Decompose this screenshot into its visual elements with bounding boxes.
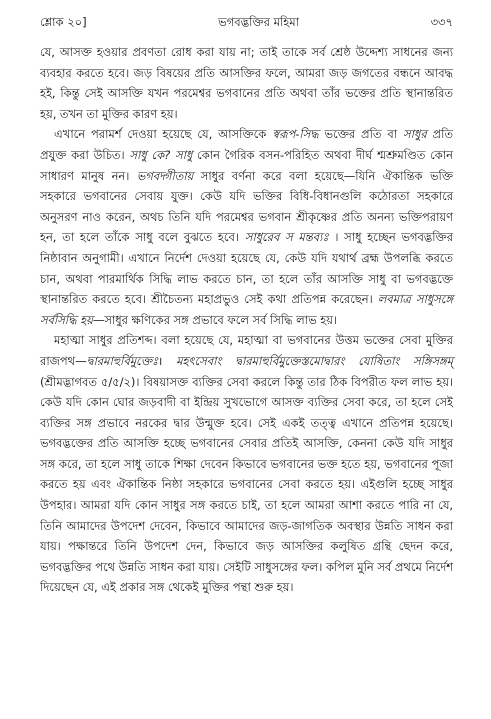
text-run: । সাধু হচ্ছেন ভগবদ্ভক্তির নিষ্ঠাবান অনুগামী। এখানে নির্দেশ দেওয়া হয়েছে যে, কেউ যদি যথার্থ ব্রহ্ম উপলব্ধি করতে চান, অথবা পারমার্থিক সিদ্ধি লাভ করতে চান, তা হলে তাঁর আসক্তি সাধু বা ভগবদ্ভক্তে স্থানান্তরিত করতে হবে। শ্রীচৈতন্য মহাপ্রভুও সেই কথা প্রতিপন্ন করেছেন। xyxy=(40,230,454,307)
text-run: সাধুর বর্ণনা করে বলা হয়েছে—যিনি ঐকান্তিক ভক্তি সহকারে ভগবানের সেবায় যুক্ত। কেউ যদি ভক্তির বিধি-বিধানগুলি কঠোরতা সহকারে অনুসরণ নাও করেন, অথচ তিনি যদি পরমেশ্বর ভগবান শ্রীকৃষ্ণের প্রতি অনন্য ভক্তিপরায়ণ হন, তা হলে তাঁকে সাধু বলে বুঝতে হবে। xyxy=(40,168,454,245)
text-run: । xyxy=(158,353,177,368)
text-run: যে, আসক্ত হওয়ার প্রবণতা রোধ করা যায় না; তাই তাকে সর্ব শ্রেষ্ঠ উদ্দেশ্য সাধনের জন্য ব্যবহার করতে হবে। জড় বিষয়ের প্রতি আসক্তির ফলে, আমরা জড় জগতের বন্ধনে আবদ্ধ হই, কিন্তু সেই আসক্তি যখন পরমেশ্বর ভগবানের প্রতি অথবা তাঁর ভক্তের প্রতি স্থানান্তরিত হয়, তখন তা মুক্তির কারণ হয়। xyxy=(40,45,453,121)
text-run: —সাধুর ক্ষণিকের সঙ্গ প্রভাবে ফলে সর্ব সিদ্ধি লাভ হয়। xyxy=(92,312,337,327)
page-number: ৩৩৭ xyxy=(430,15,453,29)
paragraph xyxy=(40,124,453,330)
emphasized-text: সাধু xyxy=(174,147,193,162)
emphasized-text: দ্বারমাহুর্বিমুক্তেঃ xyxy=(86,353,159,368)
emphasized-text: স্বরূপ-সিদ্ধ xyxy=(272,127,319,142)
body-text xyxy=(40,42,453,598)
emphasized-text: ভগবদ্গীতায় xyxy=(136,168,194,183)
text-run: (শ্রীমদ্ভাগবত ৫/৫/২)। বিষয়াসক্ত ব্যক্তির সেবা করলে কিন্তু তার ঠিক বিপরীত ফল লাভ হয়। কেউ যদি কোন ঘোর জড়বাদী বা ইন্দ্রিয় সুখভোগে আসক্ত ব্যক্তির সেবা করে, তা হলে সেই ব্যক্তির সঙ্গ প্রভাবে নরকের দ্বার উন্মুক্ত হবে। সেই একই তত্ত্ব এখানে প্রতিপন্ন হয়েছে। ভগবদ্ভক্তের প্রতি আসক্তি হচ্ছে ভগবানের সেবার প্রতিই আসক্তি, কেননা কেউ যদি সাধুর সঙ্গ করে, তা হলে সাধু তাকে শিক্ষা দেবেন কিভাবে ভগবানের ভক্ত হতে হয়, ভগবানের পূজা করতে হয় এবং ঐকান্তিক নিষ্ঠা সহকারে ভগবানের সেবা করতে হয়। এইগুলি হচ্ছে সাধুর উপহার। আমরা যদি কোন সাধুর সঙ্গ করতে চাই, তা হলে আমরা আশা করতে পারি না যে, তিনি আমাদের উপদেশ দেবেন, কিভাবে আমাদের জড়-জাগতিক অবস্থার উন্নতি সাধন করা যায়। পক্ষান্তরে তিনি উপদেশ দেন, কিভাবে জড় আসক্তির কলুষিত গ্রন্থি ছেদন করে, ভগবদ্ভক্তির পথে উন্নতি সাধন করা যায়। সেইটি সাধুসঙ্গের ফল। কপিল মুনি সর্ব প্রথমে নির্দেশ দিয়েছেন যে, এই প্রকার সঙ্গ থেকেই মুক্তির পন্থা শুরু হয়। xyxy=(40,374,453,595)
emphasized-text: লবমাত্র সাধুসঙ্গে সর্বসিদ্ধি হয় xyxy=(40,292,453,327)
chapter-title: ভগবদ্ভক্তির মহিমা xyxy=(218,15,300,29)
text-run: এখানে পরামর্শ দেওয়া হয়েছে যে, আসক্তিকে xyxy=(54,127,273,142)
text-run: কোন গৈরিক বসন-পরিহিত অথবা দীর্ঘ শ্মশ্রুমণ্ডিত কোন সাধারণ মানুষ নন। xyxy=(40,147,453,183)
emphasized-text: সাধুরেব স মন্তব্যঃ xyxy=(244,230,329,245)
emphasized-text: সাধু কে? xyxy=(129,147,171,162)
text-run: প্রতি প্রযুক্ত করা উচিত। xyxy=(40,127,453,162)
emphasized-text: মহৎসেবাং দ্বারমাহুর্বিমুক্তেস্তমোদ্বারং যোষিতাং সঙ্গিসঙ্গম্ xyxy=(176,353,453,368)
verse-reference: শ্লোক ২০] xyxy=(40,15,87,29)
text-run: মহাত্মা সাধুর প্রতিশব্দ। বলা হয়েছে যে, মহাত্মা বা ভগবানের উত্তম ভক্তের সেবা মুক্তির রাজপথ— xyxy=(40,333,453,368)
text-run: ভক্তের প্রতি বা xyxy=(318,127,404,142)
paragraph xyxy=(40,330,453,598)
paragraph xyxy=(40,42,453,124)
page-header xyxy=(40,14,453,36)
emphasized-text: সাধুর xyxy=(403,127,427,142)
